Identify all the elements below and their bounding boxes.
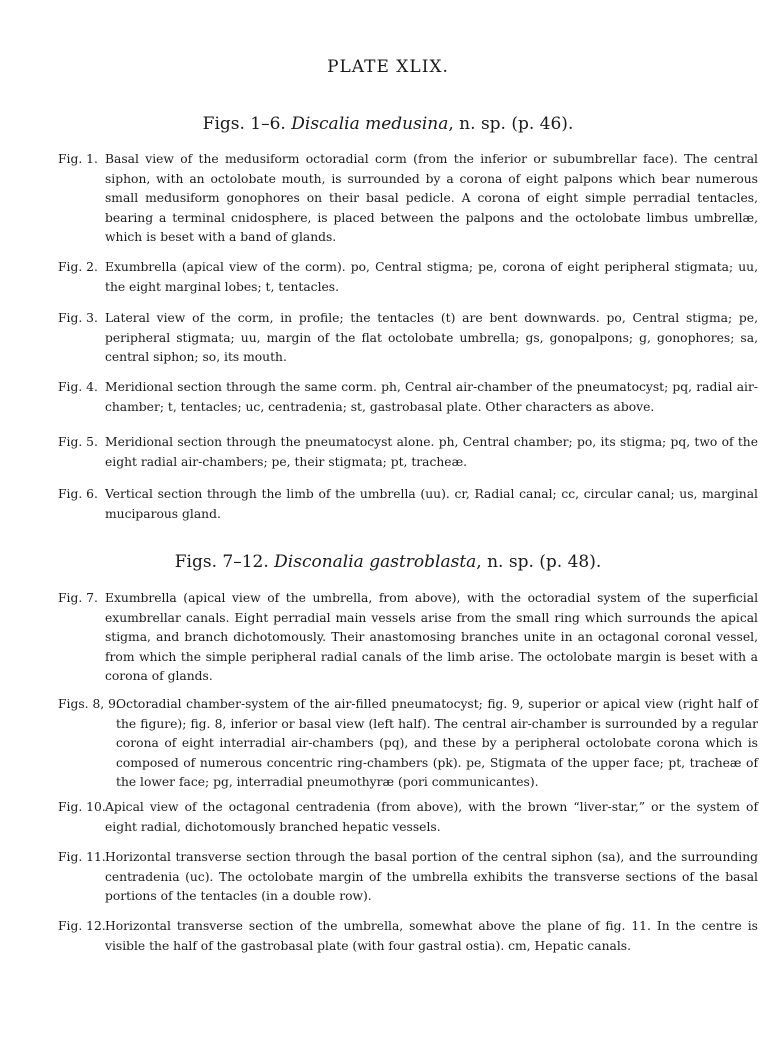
- section-heading-prefix: Figs. 1–6.: [202, 114, 286, 134]
- figure-label: Fig. 2.: [58, 260, 98, 274]
- figure-caption: Meridional section through the pneumatocyst alone. ph, Central chamber; po, its stigma; pq, two of the eight radial air-chambers; pe, their stigmata; pt, tracheæ.: [105, 435, 758, 469]
- figure-label: Fig. 1.: [58, 152, 98, 166]
- figure-label: Fig. 5.: [58, 435, 98, 449]
- section-heading-disconalia: [0, 552, 776, 572]
- figure-entry-1: [58, 150, 758, 248]
- figure-entry-4: [58, 378, 758, 417]
- section-heading-suffix: , n. sp. (p. 48).: [476, 552, 602, 572]
- figure-label: Fig. 3.: [58, 311, 98, 325]
- figure-caption: Meridional section through the same corm. ph, Central air-chamber of the pneumatocyst; pq, radial air-chamber; t, tentacles; uc, centradenia; st, gastrobasal plate. Other characters as above.: [105, 380, 758, 414]
- figure-entry-7: [58, 589, 758, 687]
- figure-entry-10: [58, 798, 758, 837]
- figure-entry-6: [58, 485, 758, 524]
- figure-label: Fig. 6.: [58, 487, 98, 501]
- figure-caption: Horizontal transverse section through the basal portion of the central siphon (sa), and the surrounding centradenia (uc). The octolobate margin of the umbrella exhibits the transverse sections of the basal portions of the tentacles (in a double row).: [105, 850, 758, 903]
- plate-title: PLATE XLIX.: [327, 57, 449, 77]
- figure-entry-11: [58, 848, 758, 907]
- species-name: Disconalia gastroblasta: [274, 552, 477, 572]
- section-heading-suffix: , n. sp. (p. 46).: [448, 114, 574, 134]
- figure-caption: Horizontal transverse section of the umbrella, somewhat above the plane of fig. 11. In the centre is visible the half of the gastrobasal plate (with four gastral ostia). cm, Hepatic canals.: [105, 919, 758, 953]
- species-name: Discalia medusina: [291, 114, 449, 134]
- figure-entry-2: [58, 258, 758, 297]
- figure-entry-12: [58, 917, 758, 956]
- figure-label: Fig. 12.: [58, 919, 106, 933]
- figure-label: Fig. 10.: [58, 800, 106, 814]
- figure-caption: Lateral view of the corm, in profile; the tentacles (t) are bent downwards. po, Central stigma; pe, peripheral stigmata; uu, margin of the flat octolobate umbrella; gs, gonopalpons; g, gonophores; sa, central siphon; so, its mouth.: [105, 311, 758, 364]
- section-heading-discalia: [0, 114, 776, 134]
- figure-caption: Exumbrella (apical view of the umbrella, from above), with the octoradial system of the superficial exumbrellar canals. Eight perradial main vessels arise from the small ring which surrounds the apical stigma, and branch dichotomously. Their anastomosing branches unite in an octagonal coronal vessel, from which the simple peripheral radial canals of the limb arise. The octolobate margin is beset with a corona of glands.: [105, 591, 758, 683]
- figure-label: Fig. 7.: [58, 591, 98, 605]
- figure-entry-5: [58, 433, 758, 472]
- section-heading-prefix: Figs. 7–12.: [174, 552, 269, 572]
- figure-entry-8-9: [58, 695, 758, 793]
- figure-caption: Octoradial chamber-system of the air-filled pneumatocyst; fig. 9, superior or apical view (right half of the figure); fig. 8, inferior or basal view (left half). The central air-chamber is surrounded by a regular corona of eight interradial air-chambers (pq), and these by a peripheral octolobate corona which is composed of numerous concentric ring-chambers (pk). pe, Stigmata of the upper face; pt, tracheæ of the lower face; pg, interradial pneumothyræ (pori communicantes).: [116, 697, 758, 789]
- figure-entry-3: [58, 309, 758, 368]
- figure-caption: Apical view of the octagonal centradenia (from above), with the brown “liver-star,” or the system of eight radial, dichotomously branched hepatic vessels.: [105, 800, 758, 834]
- figure-caption: Basal view of the medusiform octoradial corm (from the inferior or subumbrellar face). The central siphon, with an octolobate mouth, is surrounded by a corona of eight palpons which bear numerous small medusiform gonophores on their basal pedicle. A corona of eight simple perradial tentacles, bearing a terminal cnidosphere, is placed between the palpons and the octolobate limbus umbrellæ, which is beset with a band of glands.: [105, 152, 758, 244]
- figure-label: Fig. 11.: [58, 850, 106, 864]
- figure-label: Figs. 8, 9.: [58, 697, 120, 711]
- figure-label: Fig. 4.: [58, 380, 98, 394]
- figure-caption: Exumbrella (apical view of the corm). po, Central stigma; pe, corona of eight peripheral stigmata; uu, the eight marginal lobes; t, tentacles.: [105, 260, 758, 294]
- figure-caption: Vertical section through the limb of the umbrella (uu). cr, Radial canal; cc, circular canal; us, marginal muciparous gland.: [105, 487, 758, 521]
